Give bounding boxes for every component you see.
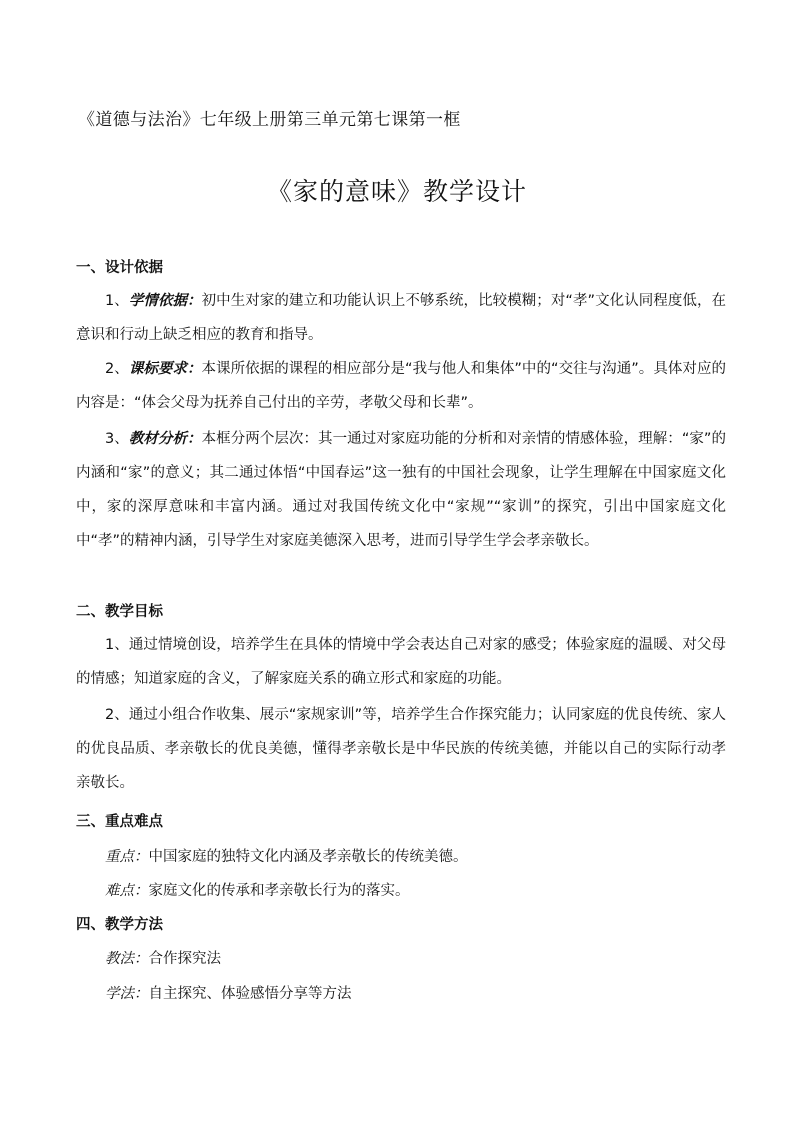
- item-label: 难点：: [105, 883, 149, 899]
- paragraph-lead: 学情依据：: [128, 293, 202, 309]
- item-text: 中国家庭的独特文化内涵及孝亲敬长的传统美德。: [148, 849, 468, 865]
- learning-method-item: [105, 982, 352, 1003]
- section-heading-teaching-methods: 四、教学方法: [76, 917, 163, 933]
- item-label: 重点：: [105, 849, 149, 865]
- paragraph-number: 3、: [105, 431, 129, 447]
- key-point-item: [105, 845, 468, 866]
- paragraph-text: 本课所依据的课程的相应部分是“我与他人和集体”中的“交往与沟通”。具体对应的内容是：“体会父母为抚养自己付出的辛劳，孝敬父母和长辈”。: [76, 361, 727, 411]
- document-subtitle: 《道德与法治》七年级上册第三单元第七课第一框: [78, 110, 461, 130]
- paragraph-curriculum-requirements: [76, 352, 726, 420]
- paragraph-goal-2: 2、通过小组合作收集、展示“家规家训”等，培养学生合作探究能力；认同家庭的优良传统、家人的优良品质、孝亲敬长的优良美德，懂得孝亲敬长是中华民族的传统美德，并能以自己的实际行动孝亲敬长。: [76, 707, 726, 791]
- paragraph-textbook-analysis: [76, 422, 726, 558]
- paragraph-lead: 课标要求：: [128, 361, 202, 377]
- paragraph-text: 初中生对家的建立和功能认识上不够系统，比较模糊；对“孝”文化认同程度低，在意识和行动上缺乏相应的教育和指导。: [76, 293, 727, 343]
- document-title: 《家的意味》教学设计: [266, 177, 527, 206]
- paragraph-goal-1: 1、通过情境创设，培养学生在具体的情境中学会表达自己对家的感受；体验家庭的温暖、对父母的情感；知道家庭的含义，了解家庭关系的确立形式和家庭的功能。: [76, 637, 726, 687]
- paragraph-student-basis: [76, 284, 726, 352]
- section-heading-teaching-goals: 二、教学目标: [76, 604, 163, 620]
- paragraph-number: 2、: [105, 361, 129, 377]
- item-text: 合作探究法: [148, 951, 221, 967]
- paragraph-number: 1、: [105, 293, 129, 309]
- paragraph-lead: 教材分析：: [128, 431, 202, 447]
- item-label: 教法：: [105, 951, 149, 967]
- item-label: 学法：: [105, 986, 149, 1002]
- item-text: 家庭文化的传承和孝亲敬长行为的落实。: [148, 883, 410, 899]
- item-text: 自主探究、体验感悟分享等方法: [148, 986, 352, 1002]
- section-heading-design-basis: 一、设计依据: [76, 260, 163, 276]
- paragraph-text: 本框分两个层次：其一通过对家庭功能的分析和对亲情的情感体验，理解：“家”的内涵和“家”的意义；其二通过体悟“中国春运”这一独有的中国社会现象，让学生理解在中国家庭文化中，家的深厚意味和丰富内涵。通过对我国传统文化中“家规”“家训”的探究，引出中国家庭文化中“孝”的精神内涵，引导学生对家庭美德深入思考，进而引导学生学会孝亲敬长。: [76, 431, 727, 549]
- section-heading-key-points: 三、重点难点: [76, 814, 163, 830]
- difficult-point-item: [105, 879, 410, 900]
- teaching-method-item: [105, 947, 221, 968]
